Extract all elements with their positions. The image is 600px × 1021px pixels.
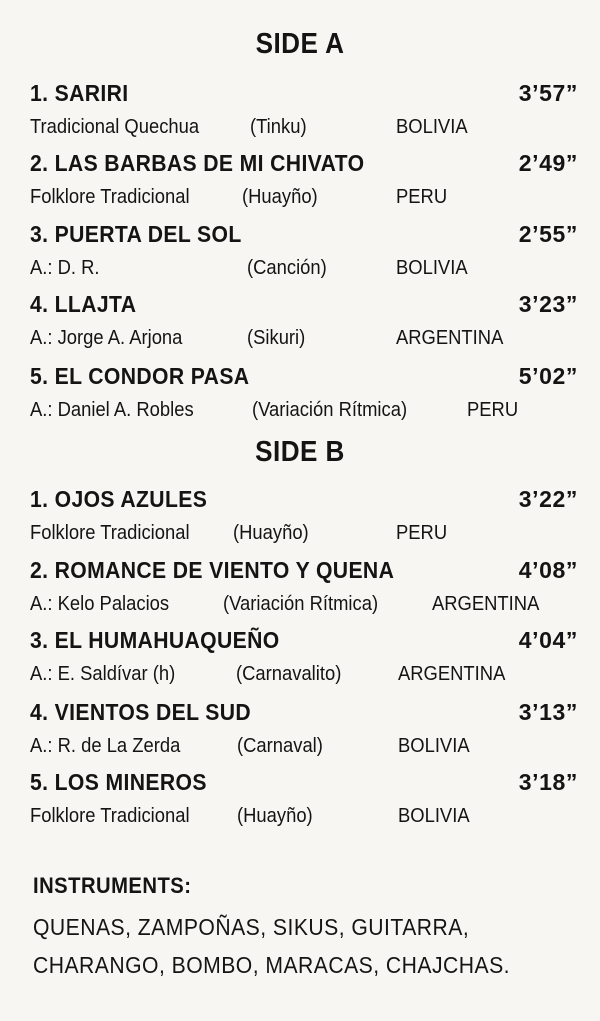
track-duration: 2’55”	[518, 221, 578, 247]
track-author: A.: E. Saldívar (h)	[30, 663, 176, 685]
track-country: ARGENTINA	[398, 663, 506, 685]
track-duration: 3’18”	[518, 769, 578, 795]
track-author: A.: R. de La Zerda	[30, 735, 181, 757]
track-author: A.: Daniel A. Robles	[30, 399, 194, 421]
track-a5	[30, 363, 578, 427]
track-title: 3. PUERTA DEL SOL	[30, 221, 242, 247]
instruments-line-2: CHARANGO, BOMBO, MARACAS, CHAJCHAS.	[33, 952, 510, 978]
track-genre: (Tinku)	[250, 116, 307, 138]
track-country: PERU	[396, 522, 448, 544]
track-duration: 3’13”	[518, 699, 578, 725]
track-genre: (Variación Rítmica)	[252, 399, 408, 421]
track-country: PERU	[396, 186, 448, 208]
track-duration: 4’08”	[518, 557, 578, 583]
track-country: BOLIVIA	[396, 116, 468, 138]
track-duration: 3’22”	[518, 486, 578, 512]
track-a3	[30, 221, 578, 285]
track-genre: (Huayño)	[242, 186, 318, 208]
track-title: 2. ROMANCE DE VIENTO Y QUENA	[30, 557, 395, 583]
track-title: 2. LAS BARBAS DE MI CHIVATO	[30, 150, 365, 176]
track-genre: (Carnaval)	[237, 735, 323, 757]
track-author: Tradicional Quechua	[30, 116, 200, 138]
track-author: Folklore Tradicional	[30, 522, 190, 544]
track-a4	[30, 291, 578, 355]
track-title: 1. SARIRI	[30, 80, 129, 106]
side-b-heading: SIDE B	[255, 436, 345, 468]
track-b2	[30, 557, 578, 621]
track-author: A.: Jorge A. Arjona	[30, 327, 183, 349]
track-author: A.: Kelo Palacios	[30, 593, 170, 615]
track-genre: (Huayño)	[237, 805, 313, 827]
track-title: 5. EL CONDOR PASA	[30, 363, 250, 389]
instruments-line-1: QUENAS, ZAMPOÑAS, SIKUS, GUITARRA,	[33, 914, 470, 940]
track-title: 1. OJOS AZULES	[30, 486, 208, 512]
track-duration: 3’57”	[518, 80, 578, 106]
track-duration: 2’49”	[518, 150, 578, 176]
track-b5	[30, 769, 578, 833]
track-title: 3. EL HUMAHUAQUEÑO	[30, 627, 280, 653]
track-b3	[30, 627, 578, 691]
track-a2	[30, 150, 578, 214]
track-duration: 4’04”	[518, 627, 578, 653]
track-author: Folklore Tradicional	[30, 805, 190, 827]
track-author: A.: D. R.	[30, 257, 100, 279]
track-country: ARGENTINA	[396, 327, 504, 349]
track-country: BOLIVIA	[398, 805, 470, 827]
track-duration: 3’23”	[518, 291, 578, 317]
track-genre: (Variación Rítmica)	[223, 593, 379, 615]
instruments-heading: INSTRUMENTS:	[33, 873, 192, 898]
track-author: Folklore Tradicional	[30, 186, 190, 208]
track-country: BOLIVIA	[396, 257, 468, 279]
track-b1	[30, 486, 578, 550]
track-genre: (Canción)	[247, 257, 327, 279]
track-country: PERU	[467, 399, 519, 421]
track-a1	[30, 80, 578, 144]
track-genre: (Huayño)	[233, 522, 309, 544]
track-genre: (Carnavalito)	[236, 663, 342, 685]
track-duration: 5’02”	[518, 363, 578, 389]
track-b4	[30, 699, 578, 763]
side-a-heading: SIDE A	[255, 28, 345, 60]
track-title: 5. LOS MINEROS	[30, 769, 207, 795]
track-title: 4. VIENTOS DEL SUD	[30, 699, 252, 725]
track-title: 4. LLAJTA	[30, 291, 137, 317]
track-country: BOLIVIA	[398, 735, 470, 757]
track-country: ARGENTINA	[432, 593, 540, 615]
track-genre: (Sikuri)	[247, 327, 306, 349]
